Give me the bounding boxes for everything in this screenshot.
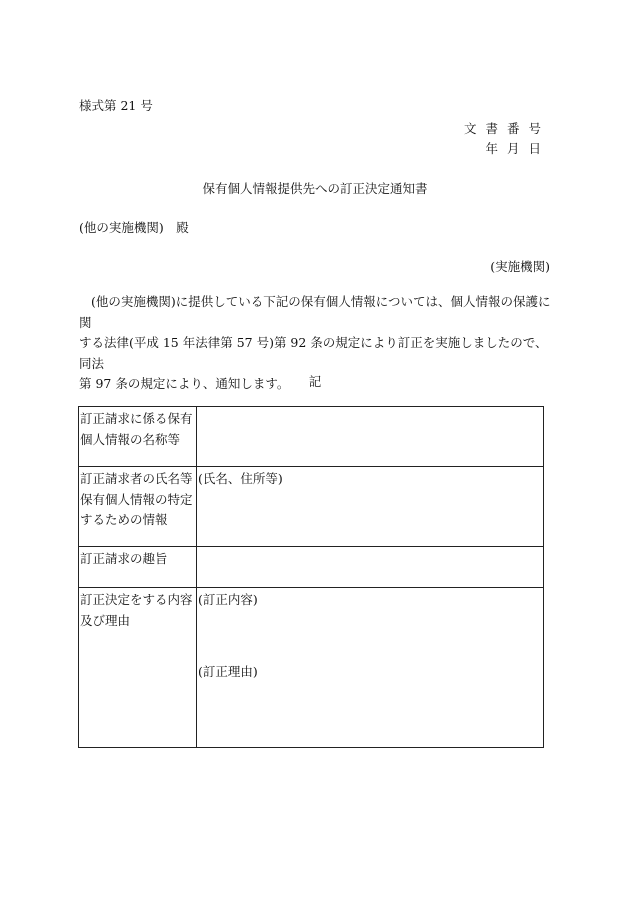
label-line: するための情報 [80,512,168,527]
document-title: 保有個人情報提供先への訂正決定通知書 [202,181,428,196]
body-line-3: 第 97 条の規定により、通知します。 [79,376,290,391]
label-line: 訂正請求に係る保有 [80,411,193,426]
label-line: 保有個人情報の特定 [80,491,193,507]
value-cell-item-name[interactable] [197,407,544,467]
record-table [78,406,544,748]
label-cell-item-name [79,407,197,467]
label-line: 訂正請求の趣旨 [80,551,168,566]
value-hint-correction-reason: (訂正理由) [198,663,258,679]
label-line: 訂正決定をする内容 [80,592,193,607]
value-cell-purpose[interactable] [197,547,544,588]
table-row [79,588,544,748]
form-number: 様式第 21 号 [79,98,153,113]
document-number: 文書番号 [463,121,550,136]
document-date: 年月日 [485,141,550,156]
table-row [79,547,544,588]
label-line: 及び理由 [80,612,131,628]
label-cell-decision [79,588,197,748]
table-row [79,467,544,547]
table-row [79,407,544,467]
ki-heading: 記 [308,374,322,389]
label-cell-requester [79,467,197,547]
body-line-2: する法律(平成 15 年法律第 57 号)第 92 条の規定により訂正を実施しましたので、同法 [79,335,548,371]
value-cell-decision[interactable] [197,588,544,748]
body-line-1 [79,292,551,333]
value-hint-name-address: (氏名、住所等) [198,471,283,486]
value-cell-requester[interactable] [197,467,544,547]
value-hint-correction-content: (訂正内容) [198,592,258,607]
label-line: 訂正請求者の氏名等 [80,471,193,486]
label-line: 個人情報の名称等 [80,431,181,447]
label-cell-purpose [79,547,197,588]
addressee: (他の実施機関) 殿 [79,220,189,235]
body-line-1-text: (他の実施機関)に提供している下記の保有個人情報については、個人情報の保護に関 [79,294,551,330]
sender-agency: (実施機関) [490,259,550,274]
